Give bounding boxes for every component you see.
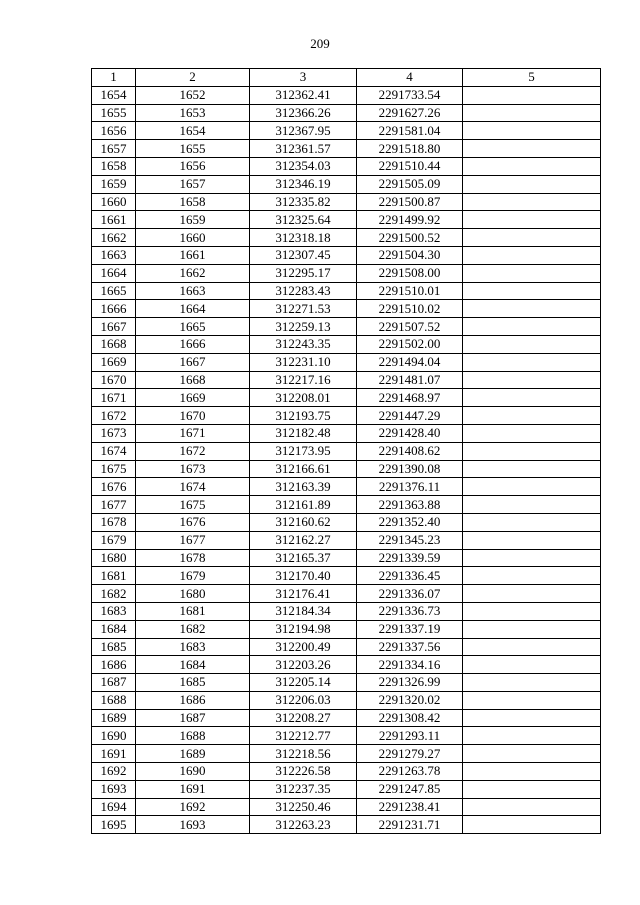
table-row	[92, 674, 601, 692]
table-row	[92, 264, 601, 282]
table-cell-col-3: 312217.16	[250, 371, 357, 389]
table-cell-col-4: 2291345.23	[357, 531, 463, 549]
table-cell-col-5	[463, 638, 601, 656]
table-cell-col-3: 312205.14	[250, 674, 357, 692]
table-cell-col-3: 312243.35	[250, 335, 357, 353]
table-row	[92, 175, 601, 193]
table-cell-col-2: 1652	[136, 86, 250, 104]
table-cell-col-2: 1684	[136, 656, 250, 674]
table-cell-col-5	[463, 246, 601, 264]
table-cell-col-1: 1692	[92, 763, 136, 781]
table-cell-col-1: 1658	[92, 157, 136, 175]
table-cell-col-2: 1685	[136, 674, 250, 692]
table-row	[92, 229, 601, 247]
table-row	[92, 193, 601, 211]
table-cell-col-2: 1680	[136, 585, 250, 603]
table-cell-col-4: 2291500.52	[357, 229, 463, 247]
table-cell-col-5	[463, 549, 601, 567]
table-cell-col-2: 1691	[136, 780, 250, 798]
table-cell-col-1: 1695	[92, 816, 136, 834]
table-cell-col-1: 1678	[92, 513, 136, 531]
table-cell-col-1: 1669	[92, 353, 136, 371]
table-cell-col-3: 312226.58	[250, 763, 357, 781]
table-cell-col-5	[463, 745, 601, 763]
table-cell-col-5	[463, 780, 601, 798]
table-cell-col-2: 1655	[136, 140, 250, 158]
table-cell-col-5	[463, 602, 601, 620]
table-row	[92, 282, 601, 300]
table-cell-col-4: 2291308.42	[357, 709, 463, 727]
table-cell-col-4: 2291428.40	[357, 424, 463, 442]
table-cell-col-4: 2291504.30	[357, 246, 463, 264]
table-row	[92, 709, 601, 727]
table-cell-col-5	[463, 211, 601, 229]
table-cell-col-1: 1655	[92, 104, 136, 122]
table-cell-col-1: 1688	[92, 691, 136, 709]
table-cell-col-2: 1678	[136, 549, 250, 567]
table-cell-col-2: 1677	[136, 531, 250, 549]
table-cell-col-5	[463, 709, 601, 727]
table-cell-col-2: 1689	[136, 745, 250, 763]
table-cell-col-1: 1667	[92, 318, 136, 336]
table-cell-col-1: 1659	[92, 175, 136, 193]
table-row	[92, 318, 601, 336]
table-cell-col-4: 2291468.97	[357, 389, 463, 407]
table-cell-col-5	[463, 585, 601, 603]
table-cell-col-4: 2291499.92	[357, 211, 463, 229]
table-cell-col-1: 1682	[92, 585, 136, 603]
table-cell-col-1: 1660	[92, 193, 136, 211]
table-cell-col-3: 312307.45	[250, 246, 357, 264]
table-cell-col-5	[463, 229, 601, 247]
table-cell-col-4: 2291505.09	[357, 175, 463, 193]
table-cell-col-2: 1670	[136, 407, 250, 425]
table-row	[92, 496, 601, 514]
table-cell-col-1: 1683	[92, 602, 136, 620]
table-cell-col-4: 2291337.19	[357, 620, 463, 638]
table-cell-col-4: 2291500.87	[357, 193, 463, 211]
table-cell-col-4: 2291337.56	[357, 638, 463, 656]
table-cell-col-3: 312203.26	[250, 656, 357, 674]
table-cell-col-3: 312354.03	[250, 157, 357, 175]
table-cell-col-1: 1661	[92, 211, 136, 229]
table-cell-col-1: 1689	[92, 709, 136, 727]
table-cell-col-3: 312206.03	[250, 691, 357, 709]
table-row	[92, 691, 601, 709]
table-cell-col-1: 1657	[92, 140, 136, 158]
table-cell-col-4: 2291352.40	[357, 513, 463, 531]
table-cell-col-4: 2291339.59	[357, 549, 463, 567]
table-cell-col-4: 2291320.02	[357, 691, 463, 709]
table-row	[92, 211, 601, 229]
table-cell-col-1: 1654	[92, 86, 136, 104]
table-cell-col-1: 1684	[92, 620, 136, 638]
table-row	[92, 763, 601, 781]
table-cell-col-1: 1666	[92, 300, 136, 318]
table-cell-col-4: 2291518.80	[357, 140, 463, 158]
table-cell-col-4: 2291336.73	[357, 602, 463, 620]
table-cell-col-2: 1693	[136, 816, 250, 834]
table-cell-col-2: 1653	[136, 104, 250, 122]
table-body	[92, 86, 601, 833]
table-cell-col-3: 312194.98	[250, 620, 357, 638]
table-row	[92, 656, 601, 674]
table-cell-col-5	[463, 816, 601, 834]
table-cell-col-3: 312173.95	[250, 442, 357, 460]
column-header-4: 4	[357, 69, 463, 87]
column-header-1: 1	[92, 69, 136, 87]
table-row	[92, 407, 601, 425]
table-cell-col-1: 1677	[92, 496, 136, 514]
table-cell-col-1: 1687	[92, 674, 136, 692]
table-cell-col-1: 1672	[92, 407, 136, 425]
table-cell-col-2: 1688	[136, 727, 250, 745]
table-cell-col-5	[463, 496, 601, 514]
table-cell-col-2: 1662	[136, 264, 250, 282]
table-cell-col-1: 1662	[92, 229, 136, 247]
table-cell-col-2: 1690	[136, 763, 250, 781]
table-cell-col-5	[463, 282, 601, 300]
table-cell-col-3: 312212.77	[250, 727, 357, 745]
table-cell-col-1: 1664	[92, 264, 136, 282]
table-cell-col-3: 312184.34	[250, 602, 357, 620]
table-cell-col-5	[463, 460, 601, 478]
table-cell-col-1: 1676	[92, 478, 136, 496]
table-cell-col-3: 312170.40	[250, 567, 357, 585]
table-cell-col-1: 1691	[92, 745, 136, 763]
table-cell-col-1: 1679	[92, 531, 136, 549]
table-cell-col-2: 1656	[136, 157, 250, 175]
table-cell-col-2: 1679	[136, 567, 250, 585]
table-cell-col-3: 312176.41	[250, 585, 357, 603]
table-row	[92, 478, 601, 496]
table-row	[92, 727, 601, 745]
table-cell-col-4: 2291510.01	[357, 282, 463, 300]
table-cell-col-2: 1673	[136, 460, 250, 478]
table-cell-col-4: 2291363.88	[357, 496, 463, 514]
table-cell-col-5	[463, 193, 601, 211]
table-cell-col-3: 312208.01	[250, 389, 357, 407]
table-cell-col-3: 312263.23	[250, 816, 357, 834]
table-cell-col-5	[463, 318, 601, 336]
coordinates-table	[91, 68, 601, 834]
table-cell-col-4: 2291581.04	[357, 122, 463, 140]
table-cell-col-4: 2291510.44	[357, 157, 463, 175]
table-cell-col-1: 1680	[92, 549, 136, 567]
table-cell-col-5	[463, 424, 601, 442]
table-cell-col-3: 312166.61	[250, 460, 357, 478]
table-cell-col-4: 2291502.00	[357, 335, 463, 353]
table-cell-col-3: 312200.49	[250, 638, 357, 656]
table-cell-col-1: 1674	[92, 442, 136, 460]
table-cell-col-2: 1667	[136, 353, 250, 371]
table-cell-col-5	[463, 104, 601, 122]
table-cell-col-5	[463, 798, 601, 816]
table-cell-col-1: 1686	[92, 656, 136, 674]
table-cell-col-1: 1685	[92, 638, 136, 656]
table-row	[92, 371, 601, 389]
table-cell-col-4: 2291231.71	[357, 816, 463, 834]
table-row	[92, 335, 601, 353]
table-cell-col-3: 312259.13	[250, 318, 357, 336]
table-cell-col-2: 1682	[136, 620, 250, 638]
table-cell-col-5	[463, 691, 601, 709]
table-cell-col-3: 312295.17	[250, 264, 357, 282]
table-header-row	[92, 69, 601, 87]
table-cell-col-3: 312162.27	[250, 531, 357, 549]
table-cell-col-2: 1659	[136, 211, 250, 229]
table-cell-col-4: 2291494.04	[357, 353, 463, 371]
table-cell-col-5	[463, 86, 601, 104]
table-cell-col-4: 2291279.27	[357, 745, 463, 763]
table-cell-col-4: 2291293.11	[357, 727, 463, 745]
table-cell-col-3: 312160.62	[250, 513, 357, 531]
table-row	[92, 531, 601, 549]
table-cell-col-2: 1669	[136, 389, 250, 407]
table-cell-col-3: 312366.26	[250, 104, 357, 122]
table-cell-col-3: 312335.82	[250, 193, 357, 211]
table-cell-col-2: 1692	[136, 798, 250, 816]
table-cell-col-3: 312271.53	[250, 300, 357, 318]
table-cell-col-2: 1675	[136, 496, 250, 514]
table-row	[92, 745, 601, 763]
table-cell-col-1: 1690	[92, 727, 136, 745]
table-cell-col-3: 312367.95	[250, 122, 357, 140]
table-cell-col-5	[463, 353, 601, 371]
table-cell-col-2: 1654	[136, 122, 250, 140]
table-row	[92, 602, 601, 620]
table-row	[92, 389, 601, 407]
table-cell-col-4: 2291238.41	[357, 798, 463, 816]
table-cell-col-2: 1672	[136, 442, 250, 460]
table-cell-col-3: 312325.64	[250, 211, 357, 229]
table-row	[92, 816, 601, 834]
table-cell-col-3: 312237.35	[250, 780, 357, 798]
table-row	[92, 460, 601, 478]
table-row	[92, 246, 601, 264]
table-row	[92, 442, 601, 460]
table-cell-col-2: 1686	[136, 691, 250, 709]
table-cell-col-5	[463, 567, 601, 585]
table-cell-col-5	[463, 674, 601, 692]
table-row	[92, 798, 601, 816]
table-cell-col-3: 312346.19	[250, 175, 357, 193]
table-cell-col-2: 1668	[136, 371, 250, 389]
table-cell-col-1: 1656	[92, 122, 136, 140]
column-header-5: 5	[463, 69, 601, 87]
table-cell-col-1: 1663	[92, 246, 136, 264]
table-cell-col-1: 1673	[92, 424, 136, 442]
table-cell-col-3: 312362.41	[250, 86, 357, 104]
table-cell-col-2: 1663	[136, 282, 250, 300]
table-cell-col-1: 1681	[92, 567, 136, 585]
table-cell-col-2: 1660	[136, 229, 250, 247]
table-cell-col-5	[463, 442, 601, 460]
table-cell-col-4: 2291447.29	[357, 407, 463, 425]
table-cell-col-4: 2291507.52	[357, 318, 463, 336]
table-cell-col-5	[463, 140, 601, 158]
table-cell-col-3: 312182.48	[250, 424, 357, 442]
table-cell-col-1: 1694	[92, 798, 136, 816]
table-cell-col-2: 1657	[136, 175, 250, 193]
table-cell-col-5	[463, 157, 601, 175]
table-cell-col-2: 1661	[136, 246, 250, 264]
table-cell-col-5	[463, 407, 601, 425]
table-cell-col-5	[463, 763, 601, 781]
table-cell-col-3: 312218.56	[250, 745, 357, 763]
table-cell-col-5	[463, 389, 601, 407]
table-cell-col-2: 1676	[136, 513, 250, 531]
column-header-2: 2	[136, 69, 250, 87]
table-cell-col-5	[463, 620, 601, 638]
table-cell-col-4: 2291247.85	[357, 780, 463, 798]
table-cell-col-1: 1693	[92, 780, 136, 798]
table-row	[92, 157, 601, 175]
table-cell-col-2: 1687	[136, 709, 250, 727]
table-cell-col-1: 1675	[92, 460, 136, 478]
table-cell-col-3: 312193.75	[250, 407, 357, 425]
table-cell-col-3: 312250.46	[250, 798, 357, 816]
table-cell-col-4: 2291508.00	[357, 264, 463, 282]
table-row	[92, 104, 601, 122]
table-row	[92, 549, 601, 567]
table-row	[92, 300, 601, 318]
table-cell-col-3: 312231.10	[250, 353, 357, 371]
table-cell-col-5	[463, 478, 601, 496]
table-row	[92, 86, 601, 104]
table-cell-col-1: 1670	[92, 371, 136, 389]
table-cell-col-2: 1665	[136, 318, 250, 336]
table-row	[92, 353, 601, 371]
table-cell-col-4: 2291390.08	[357, 460, 463, 478]
table-cell-col-1: 1671	[92, 389, 136, 407]
table-cell-col-2: 1671	[136, 424, 250, 442]
table-row	[92, 513, 601, 531]
table-row	[92, 638, 601, 656]
table-cell-col-4: 2291481.07	[357, 371, 463, 389]
table-cell-col-2: 1683	[136, 638, 250, 656]
table-cell-col-1: 1665	[92, 282, 136, 300]
page-number: 209	[310, 36, 330, 51]
table-cell-col-5	[463, 335, 601, 353]
table-cell-col-3: 312283.43	[250, 282, 357, 300]
table-cell-col-3: 312165.37	[250, 549, 357, 567]
table-cell-col-5	[463, 122, 601, 140]
table-row	[92, 620, 601, 638]
table-cell-col-4: 2291263.78	[357, 763, 463, 781]
table-cell-col-3: 312163.39	[250, 478, 357, 496]
table-cell-col-4: 2291336.07	[357, 585, 463, 603]
table-cell-col-3: 312208.27	[250, 709, 357, 727]
table-cell-col-3: 312318.18	[250, 229, 357, 247]
table-cell-col-5	[463, 656, 601, 674]
table-cell-col-2: 1674	[136, 478, 250, 496]
table-cell-col-5	[463, 175, 601, 193]
table-cell-col-4: 2291336.45	[357, 567, 463, 585]
table-cell-col-5	[463, 513, 601, 531]
table-cell-col-5	[463, 531, 601, 549]
table-cell-col-4: 2291510.02	[357, 300, 463, 318]
table-row	[92, 780, 601, 798]
table-row	[92, 140, 601, 158]
table-cell-col-4: 2291733.54	[357, 86, 463, 104]
table-row	[92, 424, 601, 442]
table-cell-col-4: 2291408.62	[357, 442, 463, 460]
table-cell-col-5	[463, 300, 601, 318]
table-cell-col-4: 2291627.26	[357, 104, 463, 122]
table-row	[92, 122, 601, 140]
table-cell-col-1: 1668	[92, 335, 136, 353]
table-cell-col-3: 312161.89	[250, 496, 357, 514]
table-cell-col-4: 2291376.11	[357, 478, 463, 496]
table-cell-col-2: 1681	[136, 602, 250, 620]
table-cell-col-2: 1664	[136, 300, 250, 318]
column-header-3: 3	[250, 69, 357, 87]
table-cell-col-2: 1666	[136, 335, 250, 353]
table-cell-col-4: 2291326.99	[357, 674, 463, 692]
table-row	[92, 567, 601, 585]
table-cell-col-3: 312361.57	[250, 140, 357, 158]
table-cell-col-5	[463, 264, 601, 282]
table-cell-col-4: 2291334.16	[357, 656, 463, 674]
table-cell-col-5	[463, 727, 601, 745]
table-cell-col-5	[463, 371, 601, 389]
table-cell-col-2: 1658	[136, 193, 250, 211]
table-row	[92, 585, 601, 603]
